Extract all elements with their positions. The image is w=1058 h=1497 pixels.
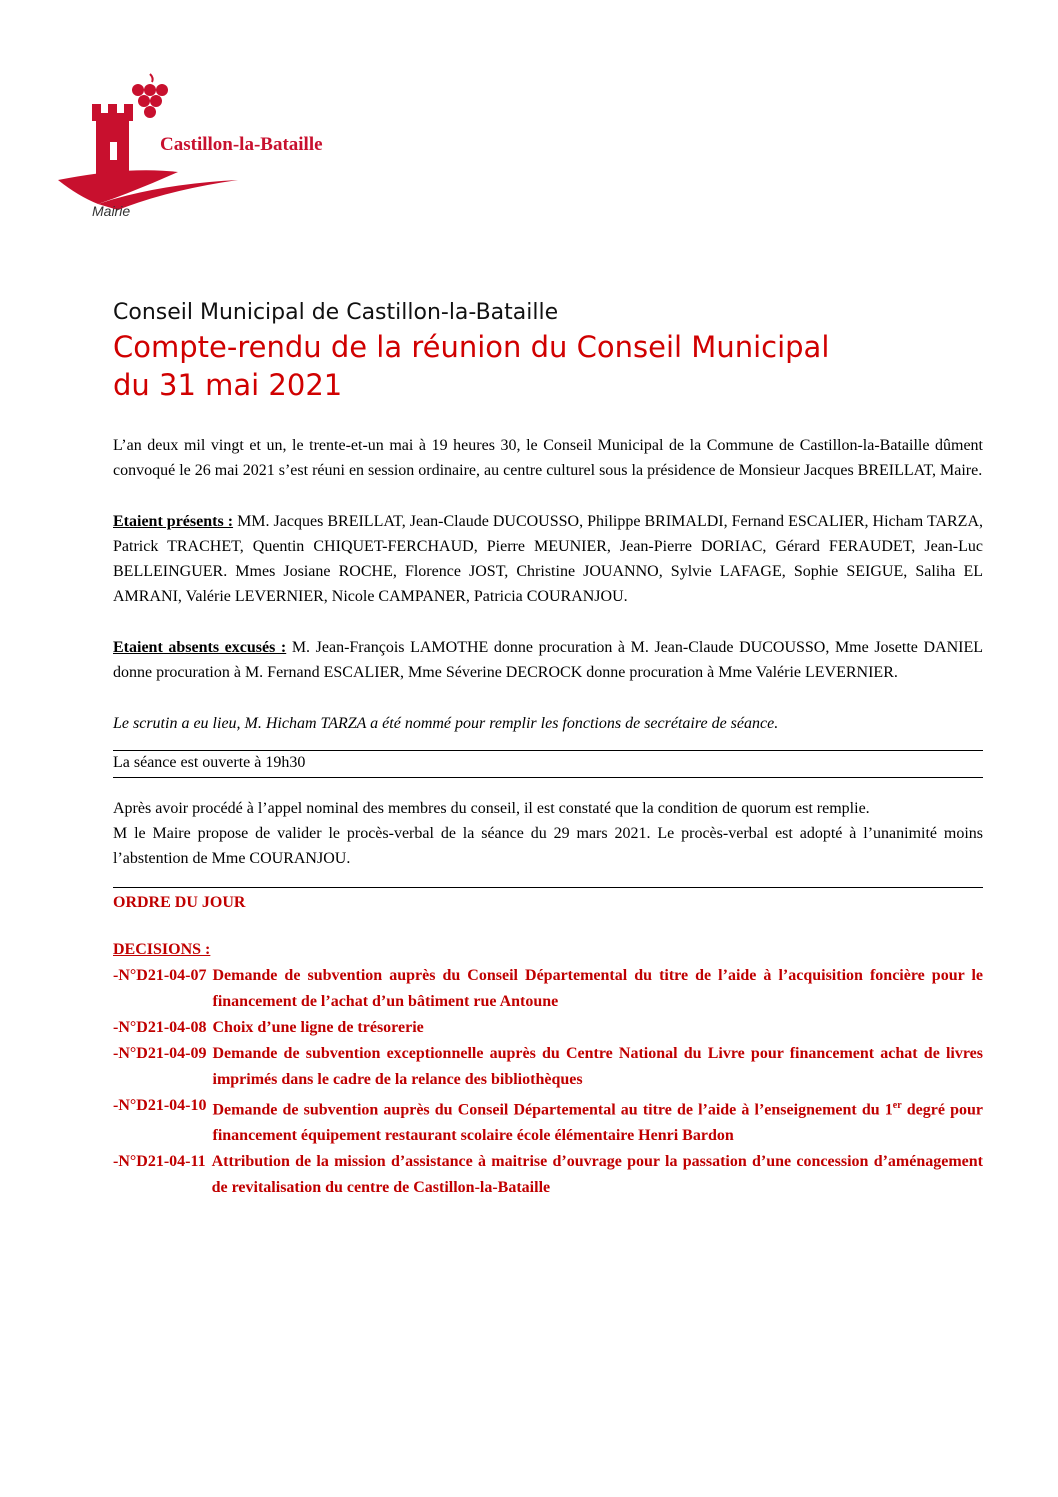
decision-item (113, 1041, 983, 1093)
decision-item (113, 963, 983, 1015)
absents-label: Etaient absents excusés : (113, 639, 287, 656)
document-body (113, 433, 983, 1201)
decision-text-sup: er (892, 1100, 902, 1111)
decision-code: -N°D21-04-11 (113, 1153, 206, 1171)
decision-item (113, 1093, 983, 1149)
quorum-paragraph: Après avoir procédé à l’appel nominal des membres du conseil, il est constaté que la condition de quorum est remplie. (113, 800, 870, 817)
intro-paragraph: L’an deux mil vingt et un, le trente-et-un mai à 19 heures 30, le Conseil Municipal de la Commune de Castillon-la-Bataille dûment convoqué le 26 mai 2021 s’est réuni en session ordinaire, au centre culturel sous la présidence de Monsieur Jacques BREILLAT, Maire. (113, 437, 983, 479)
logo-name: Castillon-la-Bataille (160, 134, 323, 155)
scrutin-paragraph: Le scrutin a eu lieu, M. Hicham TARZA a été nommé pour remplir les fonctions de secrétaire de séance. (113, 715, 779, 732)
presents-label: Etaient présents : (113, 513, 234, 530)
decision-text: Demande de subvention auprès du Conseil Départemental du titre de l’aide à l’acquisition foncière pour le financement de l’achat d’un bâtiment rue Antoune (212, 967, 983, 1010)
decision-code: -N°D21-04-09 (113, 1045, 207, 1062)
decision-text (213, 1093, 984, 1149)
presents-paragraph (113, 509, 983, 609)
decision-item (113, 1015, 983, 1041)
decision-text-part: Demande de subvention auprès du Conseil Départemental au titre de l’aide à l’enseignement du 1 (212, 1101, 893, 1119)
decision-text-part: degré pour financement équipement restaurant scolaire école élémentaire Henri Bardon (212, 1101, 983, 1145)
absents-paragraph (113, 635, 983, 685)
decision-code: -N°D21-04-10 (113, 1097, 207, 1114)
divider (113, 777, 983, 778)
organization-line: Conseil Municipal de Castillon-la-Bataille (113, 300, 559, 325)
decision-text: Choix d’une ligne de trésorerie (212, 1019, 424, 1036)
decisions-label: DECISIONS : (113, 941, 211, 958)
decision-item (113, 1149, 983, 1201)
pv-paragraph: M le Maire propose de valider le procès-verbal de la séance du 29 mars 2021. Le procès-verbal est adopté à l’unanimité moins l’abstention de Mme COURANJOU. (113, 825, 983, 867)
decision-text: Attribution de la mission d’assistance à maitrise d’ouvrage pour la passation d’une concession d’aménagement de revitalisation du centre de Castillon-la-Bataille (211, 1153, 983, 1197)
ordre-du-jour-heading: ORDRE DU JOUR (113, 894, 246, 911)
title-line-2: du 31 mai 2021 (113, 368, 343, 402)
divider (113, 887, 983, 888)
absents-text: M. Jean-François LAMOTHE donne procuration à M. Jean-Claude DUCOUSSO, Mme Josette DANIEL donne procuration à M. Fernand ESCALIER, Mme Séverine DECROCK donne procuration à Mme Valérie LEVERNIER. (113, 639, 983, 681)
document-header (113, 298, 993, 404)
presents-text: MM. Jacques BREILLAT, Jean-Claude DUCOUSSO, Philippe BRIMALDI, Fernand ESCALIER, Hicham TARZA, Patrick TRACHET, Quentin CHIQUET-FERCHAUD, Pierre MEUNIER, Jean-Pierre DORIAC, Gérard FERAUDET, Jean-Luc BELLEINGUER. Mmes Josiane ROCHE, Florence JOST, Christine JOUANNO, Sylvie LAFAGE, Sophie SEIGUE, Saliha EL AMRANI, Valérie LEVERNIER, Nicole CAMPANER, Patricia COURANJOU. (113, 513, 983, 605)
decision-code: -N°D21-04-08 (113, 1019, 207, 1036)
logo-subtitle: Mairie (92, 203, 131, 219)
opening-line: La séance est ouverte à 19h30 (113, 754, 306, 771)
title-line-1: Compte-rendu de la réunion du Conseil Municipal (113, 330, 830, 364)
logo (58, 72, 378, 232)
decision-code: -N°D21-04-07 (113, 967, 207, 984)
decision-text: Demande de subvention exceptionnelle auprès du Centre National du Livre pour financement achat de livres imprimés dans le cadre de la relance des bibliothèques (212, 1045, 983, 1088)
